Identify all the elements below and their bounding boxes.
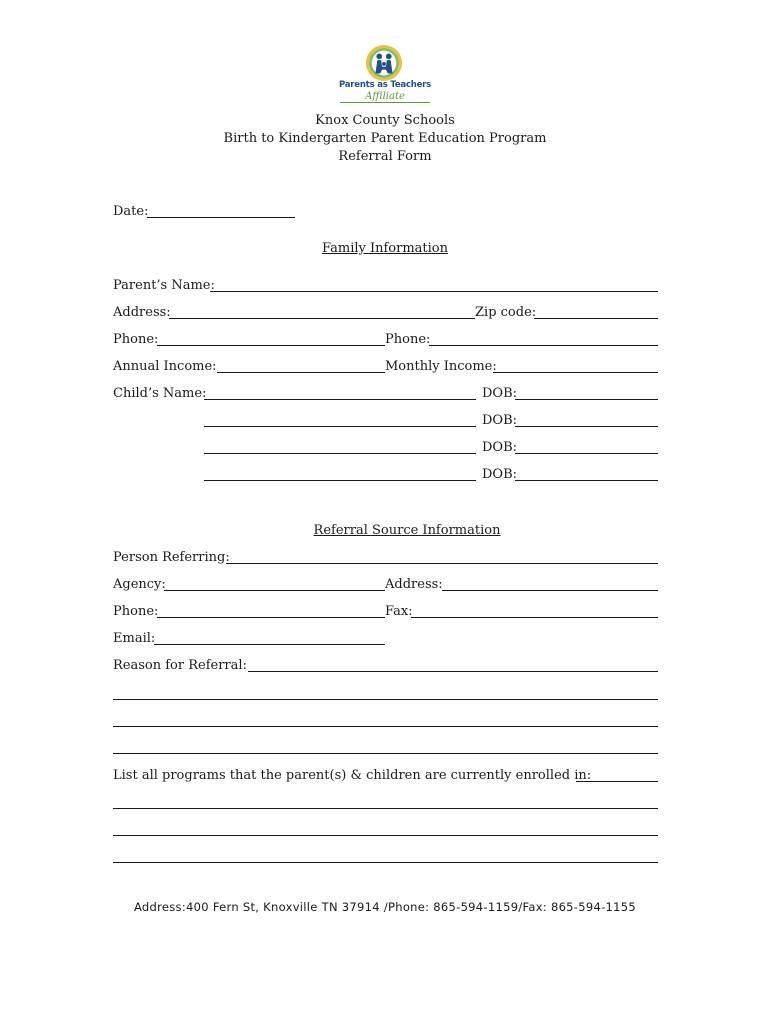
family-emblem-icon — [365, 44, 403, 82]
programs-row — [113, 767, 658, 785]
child-row-1 — [113, 385, 658, 403]
phone-2-field[interactable] — [429, 345, 658, 346]
child-row-4 — [113, 466, 658, 484]
org-name: Knox County Schools — [315, 113, 455, 128]
income-row — [113, 358, 658, 376]
parents-name-label: Parent’s Name: — [113, 278, 215, 293]
referral-phone-label: Phone: — [113, 604, 159, 619]
email-field[interactable] — [154, 644, 385, 645]
address-label: Address: — [113, 305, 171, 320]
dob-label-1: DOB: — [482, 386, 518, 401]
program-name: Birth to Kindergarten Parent Education Program — [223, 131, 547, 146]
phone-1-label: Phone: — [113, 332, 159, 347]
phone-2-label: Phone: — [385, 332, 431, 347]
form-title: Referral Form — [338, 149, 432, 164]
zip-code-label: Zip code: — [475, 305, 537, 320]
parents-as-teachers-logo — [330, 44, 440, 112]
referral-address-field[interactable] — [442, 590, 658, 591]
reason-line-2[interactable] — [113, 699, 658, 700]
reason-label: Reason for Referral: — [113, 658, 247, 673]
annual-income-field[interactable] — [217, 372, 385, 373]
address-row — [113, 304, 658, 322]
referral-section-title: Referral Source Information — [313, 523, 501, 538]
child-name-field-2[interactable] — [204, 426, 476, 427]
dob-label-3: DOB: — [482, 440, 518, 455]
childs-name-label: Child’s Name: — [113, 386, 207, 401]
fax-field[interactable] — [411, 617, 658, 618]
address-field[interactable] — [169, 318, 475, 319]
email-label: Email: — [113, 631, 156, 646]
child-row-2 — [113, 412, 658, 430]
parents-name-field[interactable] — [210, 291, 658, 292]
parents-name-row — [113, 277, 658, 295]
logo-tagline-text: Affiliate — [365, 91, 405, 102]
programs-field[interactable] — [576, 781, 658, 782]
referral-address-label: Address: — [385, 577, 443, 592]
dob-field-4[interactable] — [515, 480, 658, 481]
dob-label-4: DOB: — [482, 467, 518, 482]
logo-underline — [340, 102, 430, 103]
family-section-title: Family Information — [321, 241, 449, 256]
child-row-3 — [113, 439, 658, 457]
annual-income-label: Annual Income: — [113, 359, 217, 374]
child-name-field-3[interactable] — [204, 453, 476, 454]
date-field[interactable] — [147, 217, 295, 218]
date-label: Date: — [113, 204, 149, 219]
logo-name-text: Parents as Teachers — [338, 80, 432, 90]
monthly-income-label: Monthly Income: — [385, 359, 497, 374]
agency-row — [113, 576, 658, 594]
email-row — [113, 630, 658, 648]
programs-label: List all programs that the parent(s) & children are currently enrolled in: — [113, 768, 592, 783]
programs-line-2[interactable] — [113, 808, 658, 809]
reason-line-4[interactable] — [113, 753, 658, 754]
person-referring-row — [113, 549, 658, 567]
programs-line-3[interactable] — [113, 835, 658, 836]
phone-row — [113, 331, 658, 349]
dob-label-2: DOB: — [482, 413, 518, 428]
reason-field[interactable] — [248, 671, 658, 672]
zip-code-field[interactable] — [534, 318, 658, 319]
referral-phone-field[interactable] — [157, 617, 385, 618]
person-referring-field[interactable] — [226, 563, 658, 564]
reason-line-3[interactable] — [113, 726, 658, 727]
reason-row — [113, 657, 658, 675]
fax-label: Fax: — [385, 604, 413, 619]
dob-field-2[interactable] — [515, 426, 658, 427]
monthly-income-field[interactable] — [493, 372, 658, 373]
dob-field-1[interactable] — [515, 399, 658, 400]
child-name-field-1[interactable] — [204, 399, 476, 400]
phone-1-field[interactable] — [157, 345, 385, 346]
programs-line-4[interactable] — [113, 862, 658, 863]
child-name-field-4[interactable] — [204, 480, 476, 481]
person-referring-label: Person Referring: — [113, 550, 230, 565]
agency-label: Agency: — [113, 577, 166, 592]
footer-contact-info: Address:400 Fern St, Knoxville TN 37914 /Phone: 865-594-1159/Fax: 865-594-1155 — [133, 900, 637, 914]
dob-field-3[interactable] — [515, 453, 658, 454]
referral-phone-row — [113, 603, 658, 621]
date-row — [113, 203, 658, 221]
agency-field[interactable] — [164, 590, 385, 591]
